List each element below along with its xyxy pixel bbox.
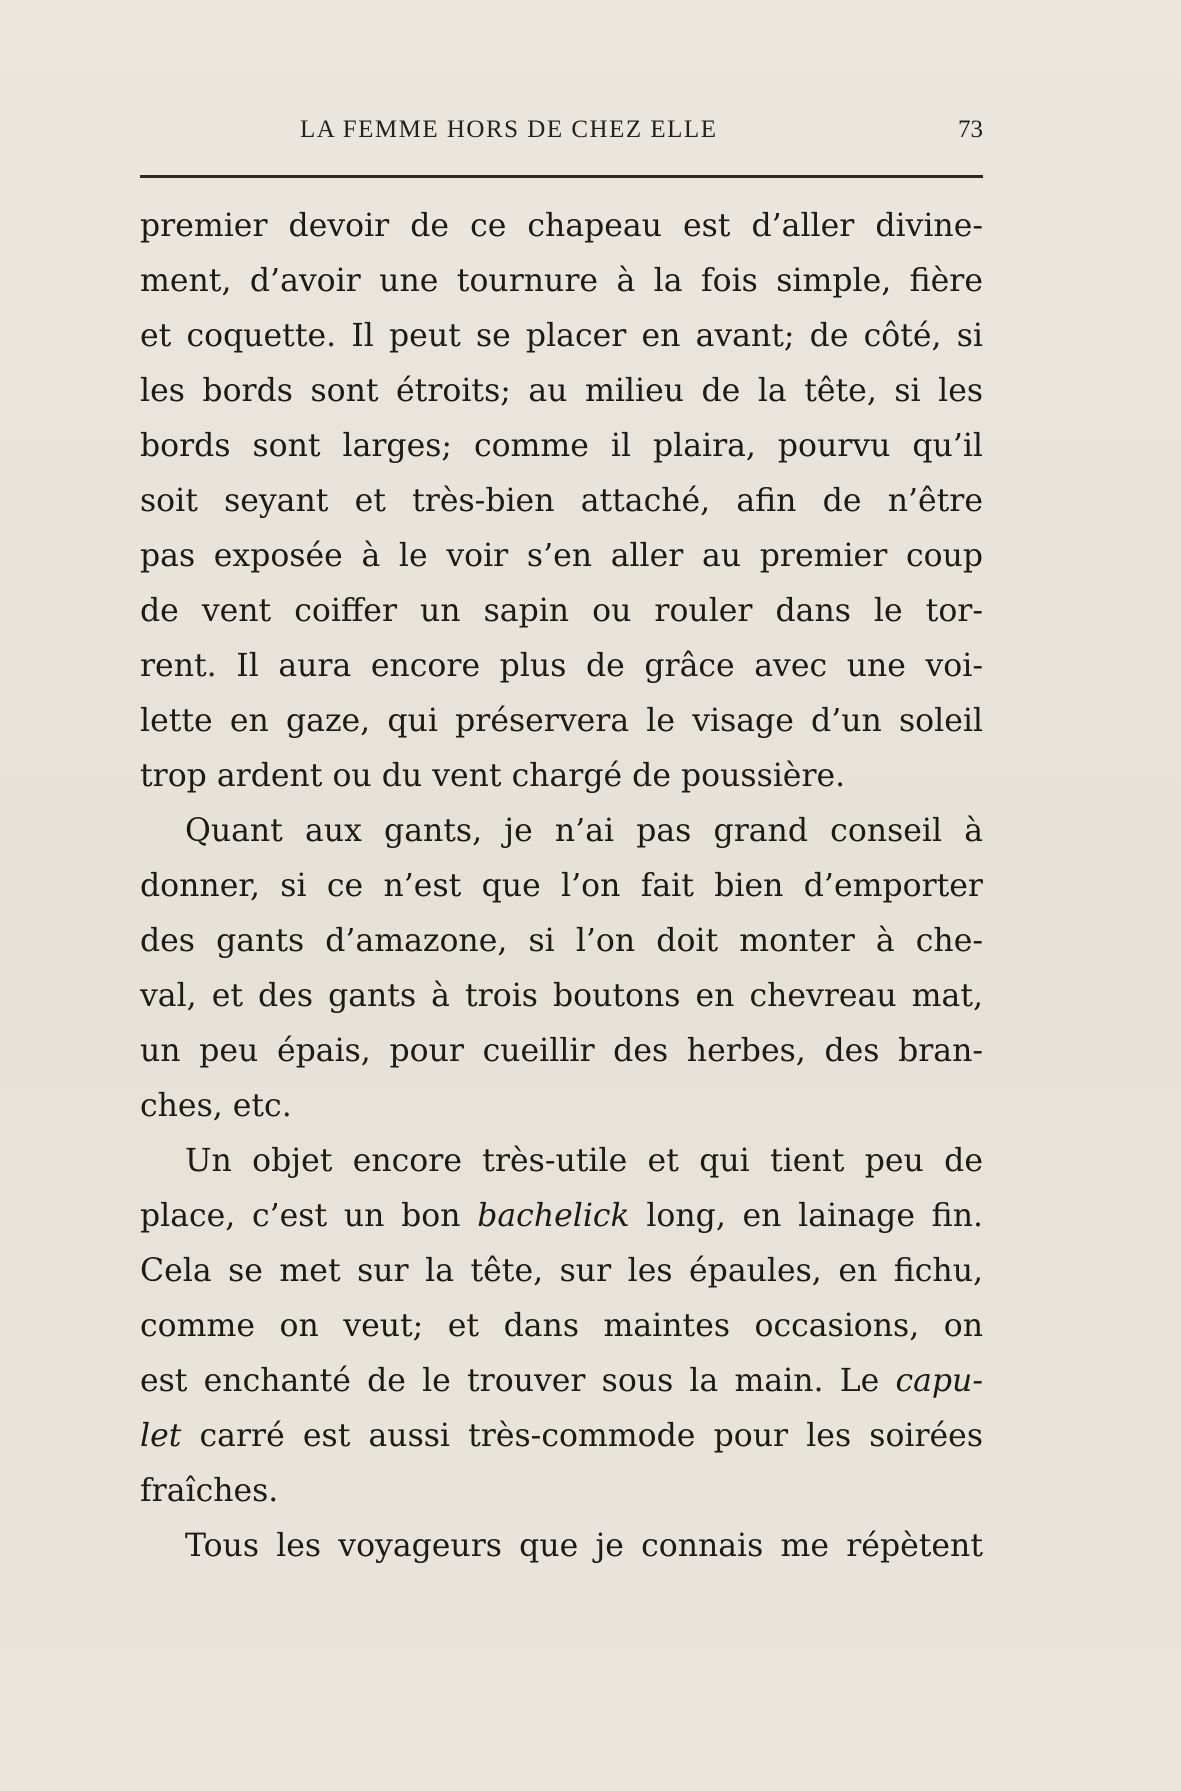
text-line: comme on veut; et dans maintes occasions, on	[140, 1308, 983, 1344]
text-line: ment, d’avoir une tournure à la fois simple, fière	[140, 263, 983, 299]
italic-word: let	[140, 1418, 182, 1454]
text-line: pas exposée à le voir s’en aller au premier coup	[140, 538, 983, 574]
page-number: 73	[958, 116, 983, 143]
text-line-mixed	[140, 1189, 983, 1244]
italic-word: capu-	[895, 1363, 983, 1399]
text-line: rent. Il aura encore plus de grâce avec une voi-	[140, 648, 983, 684]
italic-word: bachelick	[477, 1198, 630, 1234]
text-line: un peu épais, pour cueillir des herbes, des bran-	[140, 1033, 983, 1069]
text-line-mixed	[140, 1409, 983, 1464]
text-line: fraîches.	[140, 1473, 279, 1509]
text-line: premier devoir de ce chapeau est d’aller divine-	[140, 208, 983, 244]
text-line: lette en gaze, qui préservera le visage d’un soleil	[140, 703, 983, 739]
text-line: des gants d’amazone, si l’on doit monter à che-	[140, 923, 983, 959]
text-segment: long, en lainage fin.	[629, 1198, 983, 1234]
text-line: les bords sont étroits; au milieu de la tête, si les	[140, 373, 983, 409]
text-line: donner, si ce n’est que l’on fait bien d’emporter	[140, 868, 983, 904]
text-line: Cela se met sur la tête, sur les épaules, en fichu,	[140, 1253, 983, 1289]
text-segment: carré est aussi très-commode pour les soirées	[181, 1418, 983, 1454]
text-line: ches, etc.	[140, 1088, 292, 1124]
text-segment: est enchanté de le trouver sous la main. Le	[140, 1363, 896, 1399]
text-line-mixed	[140, 1354, 983, 1409]
body-text	[140, 199, 983, 1574]
text-line: bords sont larges; comme il plaira, pourvu qu’il	[140, 428, 983, 464]
text-line: Quant aux gants, je n’ai pas grand conseil à	[185, 813, 983, 849]
text-line: Un objet encore très-utile et qui tient peu de	[185, 1143, 983, 1179]
text-line: et coquette. Il peut se placer en avant; de côté, si	[140, 318, 983, 354]
page-header	[140, 116, 983, 152]
text-line: trop ardent ou du vent chargé de poussière.	[140, 758, 846, 794]
text-line: de vent coiffer un sapin ou rouler dans le tor-	[140, 593, 983, 629]
text-line: val, et des gants à trois boutons en chevreau mat,	[140, 978, 983, 1014]
running-title: LA FEMME HORS DE CHEZ ELLE	[300, 116, 718, 143]
header-rule	[140, 175, 983, 178]
text-line: Tous les voyageurs que je connais me répètent	[185, 1528, 983, 1564]
text-segment: place, c’est un bon	[140, 1198, 478, 1234]
text-line: soit seyant et très-bien attaché, afin de n’être	[140, 483, 983, 519]
